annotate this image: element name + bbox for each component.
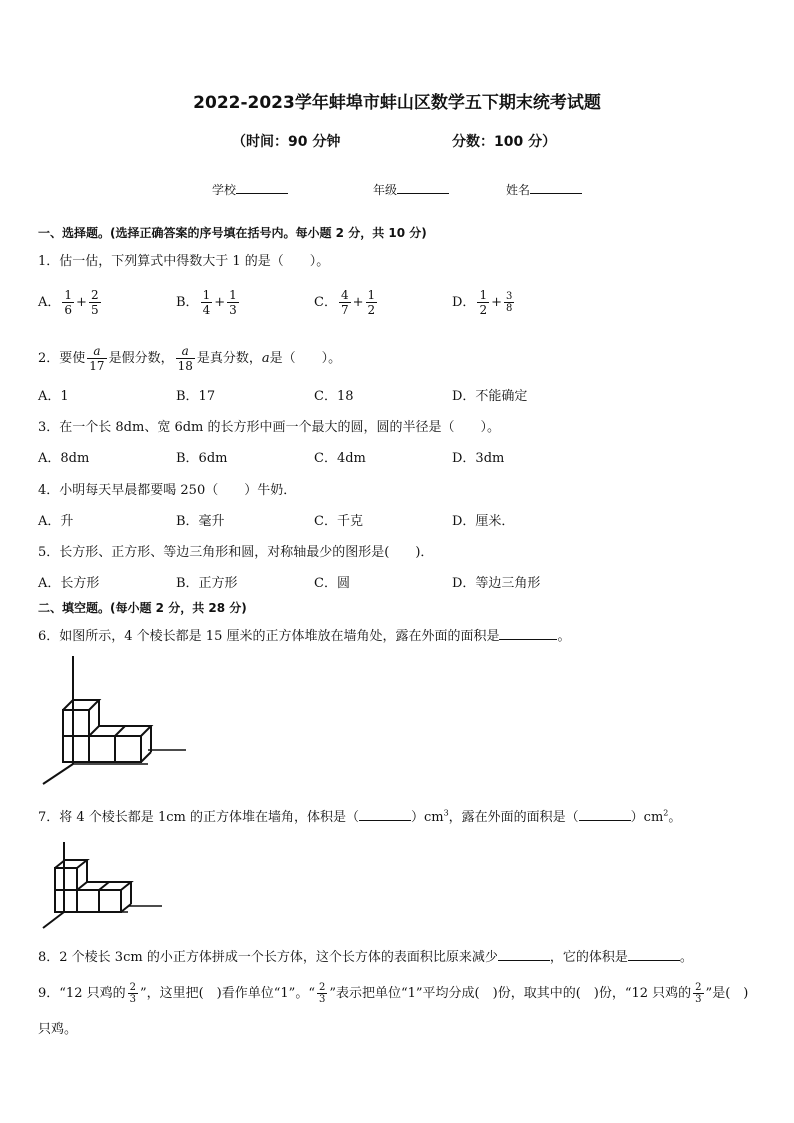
q2-mid: 是假分数， [108,351,174,366]
q1-option-b[interactable] [176,288,241,317]
q2-pre: 2．要使 [38,351,86,366]
q9-stem [38,982,748,1005]
q7-part2: ）cm [410,810,444,825]
q9-f1-num: 2 [129,982,136,993]
q2-option-a[interactable]: A．1 [38,389,69,404]
q2-f1-num: a [93,344,101,358]
plus-sign: + [76,295,87,310]
q4-option-d[interactable]: D．厘米． [452,514,515,529]
q7-part5: 。 [668,810,682,825]
q9-fraction-1 [128,982,138,1005]
fraction-numerator: 3 [505,291,513,302]
q1-fraction-right [366,288,378,317]
q7-area-blank[interactable] [579,808,631,821]
fraction-denominator: 6 [64,303,73,317]
q1-option-d[interactable] [452,288,516,317]
q9-fraction-3 [693,982,703,1005]
q2-post1: 是真分数， [196,351,262,366]
q1-option-c[interactable] [314,288,379,317]
fraction-numerator: 1 [202,288,211,302]
grade-label: 年级 [373,183,398,197]
fraction-denominator: 3 [229,303,237,317]
q1-option-label: A． [38,295,61,310]
fraction-numerator: 1 [229,288,237,302]
q7-part1: 7．将 4 个棱长都是 1cm 的正方体堆在墙角，体积是（ [38,810,359,825]
q6-text: 6．如图所示，4 个棱长都是 15 厘米的正方体堆放在墙角处，露在外面的面积是 [38,629,500,644]
q9-f3-den: 3 [695,994,702,1005]
q8-stem [38,946,693,965]
q7-cubic-sup: 3 [443,808,449,818]
q1-fraction-right [227,288,239,317]
q9-f2-den: 3 [318,994,326,1005]
time-label: （时间：90 分钟 [232,134,341,150]
q9-part4: ”是( ) [705,986,749,1001]
q2-f2-num: a [181,344,189,358]
q4-option-a[interactable]: A．升 [38,514,74,529]
q1-fraction-left [339,288,351,317]
q9-f2-num: 2 [318,982,326,993]
q5-option-c[interactable]: C．圆 [314,576,350,591]
q1-option-a[interactable] [38,288,103,317]
q8-part2: ，它的体积是 [549,950,628,965]
grade-blank[interactable] [397,181,449,194]
q9-fraction-2 [317,982,327,1005]
q7-cube-corner-figure [38,840,168,932]
q2-f2-den: 18 [177,359,193,373]
fraction-denominator: 5 [90,303,99,317]
q9-part3: ”表示把单位“1”平均分成( )份，取其中的( )份，“12 只鸡的 [329,986,692,1001]
q9-line2: 只鸡。 [38,1022,78,1037]
q3-stem: 3．在一个长 8dm、宽 6dm 的长方形中画一个最大的圆，圆的半径是（ ）。 [38,420,501,435]
q2-post2: 是（ ）。 [269,351,342,366]
q3-option-b[interactable]: B．6dm [176,451,228,466]
fraction-denominator: 2 [367,303,376,317]
q7-stem [38,806,681,825]
fraction-numerator: 1 [479,288,488,302]
fraction-denominator: 8 [505,303,513,314]
section-choice-heading: 一、选择题。(选择正确答案的序号填在括号内。每小题 2 分，共 10 分) [38,226,427,240]
q2-option-b[interactable]: B．17 [176,389,216,404]
page-title: 2022-2023学年蚌埠市蚌山区数学五下期末统考试题 [193,93,601,113]
q1-fraction-left [477,288,489,317]
q1-fraction-left [201,288,213,317]
q1-fraction-right [89,288,101,317]
fraction-denominator: 7 [340,303,349,317]
fraction-numerator: 2 [90,288,99,302]
q8-part3: 。 [679,950,693,965]
q7-volume-blank[interactable] [359,808,411,821]
school-field[interactable] [212,181,288,198]
score-label: 分数：100 分） [452,134,557,150]
q1-option-label: C． [314,295,337,310]
fraction-denominator: 2 [479,303,488,317]
q2-var: a [261,351,270,366]
school-label: 学校 [212,183,237,197]
fraction-numerator: 1 [367,288,376,302]
q8-reduction-blank[interactable] [498,948,550,961]
q7-square-sup: 2 [663,808,669,818]
name-field[interactable] [506,181,582,198]
q4-option-b[interactable]: B．毫升 [176,514,225,529]
q3-option-d[interactable]: D．3dm [452,451,505,466]
q5-option-a[interactable]: A．长方形 [38,576,100,591]
q4-option-c[interactable]: C．千克 [314,514,363,529]
q8-part1: 8．2 个棱长 3cm 的小正方体拼成一个长方体，这个长方体的表面积比原来减少 [38,950,498,965]
q5-stem: 5．长方形、正方形、等边三角形和圆，对称轴最少的图形是( )． [38,545,434,560]
q1-stem: 1．估一估，下列算式中得数大于 1 的是（ ）。 [38,254,330,269]
q6-answer-blank[interactable] [499,627,557,640]
q6-stem [38,625,571,644]
q2-fraction-a-17 [87,344,106,373]
q9-f3-num: 2 [695,982,702,993]
q3-option-a[interactable]: A．8dm [38,451,90,466]
name-blank[interactable] [530,181,582,194]
fraction-numerator: 1 [64,288,73,302]
q6-cube-corner-figure [38,652,198,787]
fraction-denominator: 4 [202,303,211,317]
plus-sign: + [491,295,502,310]
q6-end: 。 [557,629,571,644]
name-label: 姓名 [506,183,531,197]
q1-option-label: B． [176,295,199,310]
fraction-numerator: 4 [340,288,349,302]
section-fill-heading: 二、填空题。(每小题 2 分，共 28 分) [38,601,247,615]
q3-option-c[interactable]: C．4dm [314,451,366,466]
q2-fraction-a-18 [176,344,195,373]
q9-part1: 9．“12 只鸡的 [38,986,126,1001]
q7-part4: ）cm [630,810,664,825]
q1-fraction-right [504,291,514,314]
q4-stem: 4．小明每天早晨都要喝 250（ ）牛奶． [38,483,297,498]
q5-option-b[interactable]: B．正方形 [176,576,238,591]
school-blank[interactable] [236,181,288,194]
q5-option-d[interactable]: D．等边三角形 [452,576,541,591]
q2-option-d[interactable]: D．不能确定 [452,389,528,404]
q1-fraction-left [62,288,74,317]
q2-f1-den: 17 [89,359,105,373]
q9-part2: ”，这里把( )看作单位“1”。“ [139,986,315,1001]
q2-stem [38,344,341,373]
q1-option-label: D． [452,295,476,310]
q2-option-c[interactable]: C．18 [314,389,354,404]
q9-f1-den: 3 [129,994,136,1005]
q7-part3: ，露在外面的面积是（ [448,810,579,825]
plus-sign: + [352,295,364,310]
q8-volume-blank[interactable] [628,948,680,961]
plus-sign: + [214,295,226,310]
grade-field[interactable] [373,181,449,198]
